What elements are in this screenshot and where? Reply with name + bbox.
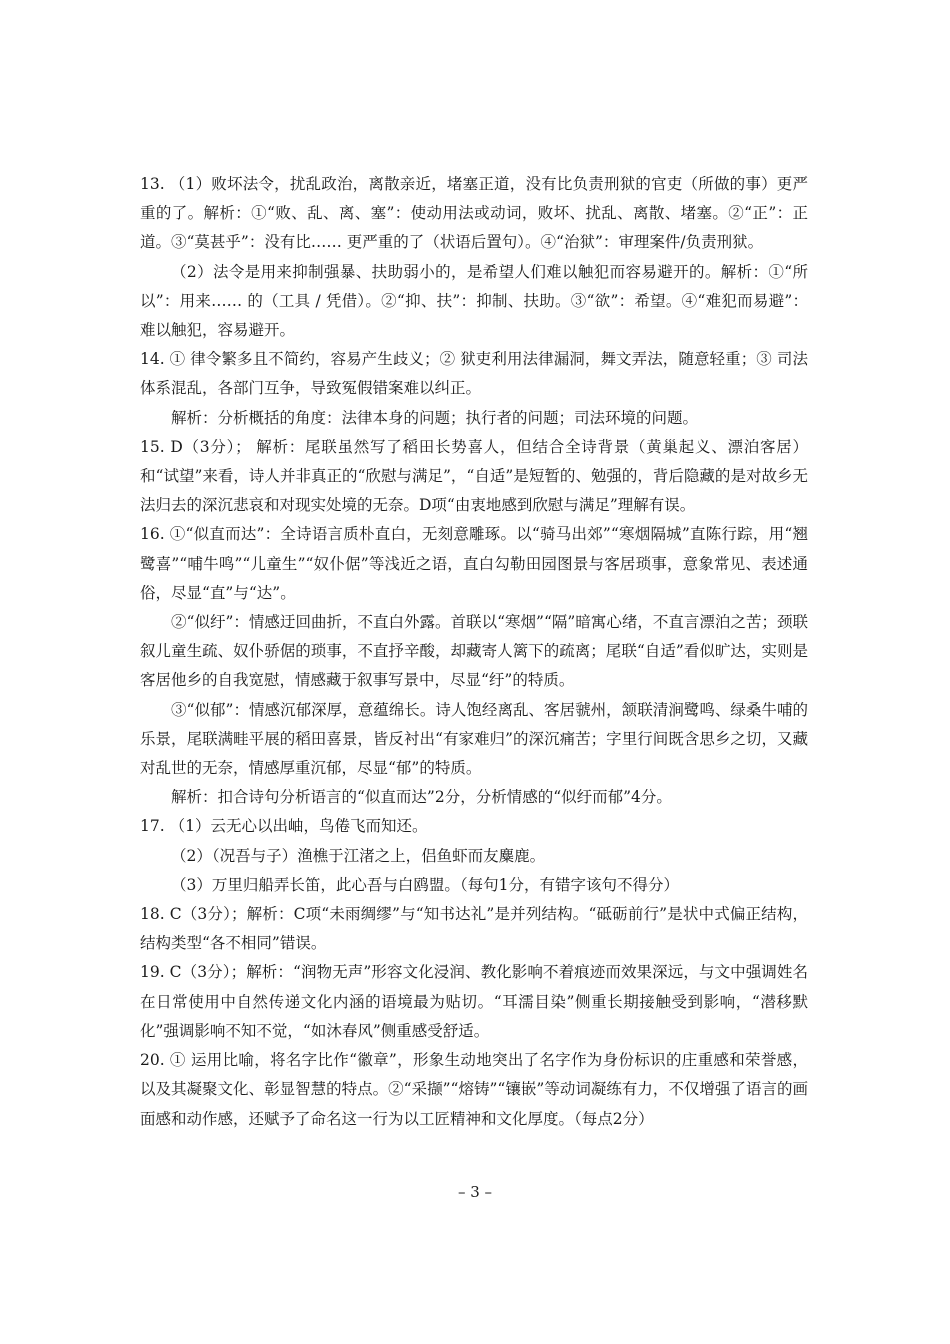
- answer-16-analysis: 解析：扣合诗句分析语言的“似直而达”2分，分析情感的“似纡而郁”4分。: [171, 788, 672, 807]
- answer-20: 20. ① 运用比喻，将名字比作“徽章”，形象生动地突出了名字作为身份标识的庄重感和荣誉感，以及其凝聚文化、彰显智慧的特点。②“采撷”“熔铸”“镶嵌”等动词凝练有力，不仅增强了语言的画面感和动作感，还赋予了命名这一行为以工匠精神和文化厚度。（每点2分）: [140, 1051, 808, 1128]
- answer-13-part-1: 13. （1）败坏法令，扰乱政治，离散亲近，堵塞正道，没有比负责刑狱的官吏（所做的事）更严重的了。解析：①“败、乱、离、塞”：使动用法或动词，败坏、扰乱、离散、堵塞。②“正”：正道。③“莫甚乎”：没有比…… 更严重的了（状语后置句）。④“治狱”：审理案件/负责刑狱。: [140, 175, 808, 252]
- answer-14-analysis: 解析：分析概括的角度：法律本身的问题；执行者的问题；司法环境的问题。: [171, 408, 699, 427]
- answer-16-point-1: 16. ①“似直而达”：全诗语言质朴直白，无刻意雕琢。以“骑马出郊”“寒烟隔城”直陈行踪，用“翘鹭喜”“哺牛鸣”“儿童生”“奴仆倨”等浅近之语，直白勾勒田园图景与客居琐事，意象常见、表述通俗，尽显“直”与“达”。: [140, 525, 808, 602]
- answer-17-part-2: （2）（况吾与子）渔樵于江渚之上，侣鱼虾而友麋鹿。: [171, 846, 546, 865]
- answer-15: 15. D（3分）； 解析：尾联虽然写了稻田长势喜人，但结合全诗背景（黄巢起义、漂泊客居）和“试望”来看，诗人并非真正的“欣慰与满足”，“自适”是短暂的、勉强的，背后隐藏的是对故乡无法归去的深沉悲哀和对现实处境的无奈。D项“由衷地感到欣慰与满足”理解有误。: [140, 437, 808, 515]
- answer-18: 18. C（3分）；解析：C项“未雨绸缪”与“知书达礼”是并列结构。“砥砺前行”是状中式偏正结构，结构类型“各不相同”错误。: [140, 905, 808, 953]
- answer-16-point-3: ③“似郁”：情感沉郁深厚，意蕴绵长。诗人饱经离乱、客居虢州，颔联清涧鹭鸣、绿桑牛哺的乐景，尾联满畦平展的稻田喜景，皆反衬出“有家难归”的深沉痛苦；字里行间既含思乡之切，又藏对乱世的无奈，情感厚重沉郁，尽显“郁”的特质。: [140, 700, 808, 778]
- answer-19: 19. C（3分）；解析：“润物无声”形容文化浸润、教化影响不着痕迹而效果深远，与文中强调姓名在日常使用中自然传递文化内涵的语境最为贴切。“耳濡目染”侧重长期接触受到影响，“潜移默化”强调影响不知不觉，“如沐春风”侧重感受舒适。: [140, 963, 808, 1040]
- answer-text-block: [140, 170, 808, 1134]
- answer-16-point-2: ②“似纡”：情感迂回曲折，不直白外露。首联以“寒烟”“隔”暗寓心绪，不直言漂泊之苦；颈联叙儿童生疏、奴仆骄倨的琐事，不直抒辛酸，却藏寄人篱下的疏离；尾联“自适”看似旷达，实则是客居他乡的自我宽慰，情感藏于叙事写景中，尽显“纡”的特质。: [140, 613, 808, 690]
- page-number: – 3 –: [457, 1183, 493, 1201]
- answer-17-part-3: （3）万里归船弄长笛，此心吾与白鸥盟。（每句1分，有错字该句不得分）: [171, 875, 679, 894]
- answer-13-part-2: （2）法令是用来抑制强暴、扶助弱小的，是希望人们难以触犯而容易避开的。解析：①“所以”：用来…… 的（工具 / 凭借）。②“抑、扶”：抑制、扶助。③“欲”：希望。④“难犯而易避”：难以触犯，容易避开。: [140, 262, 808, 340]
- answer-17-part-1: 17. （1）云无心以出岫，鸟倦飞而知还。: [140, 817, 428, 836]
- answer-14: 14. ① 律令繁多且不简约，容易产生歧义；② 狱吏利用法律漏洞，舞文弄法，随意轻重；③ 司法体系混乱，各部门互争，导致冤假错案难以纠正。: [140, 350, 808, 398]
